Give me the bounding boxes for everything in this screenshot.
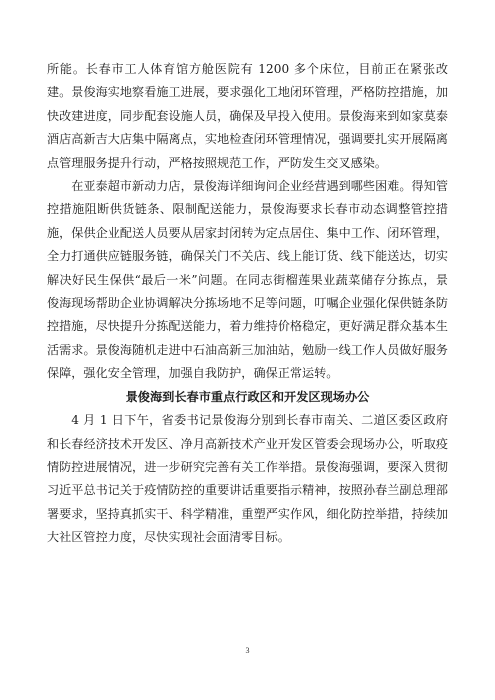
page-number: 3 <box>245 646 250 655</box>
paragraph-1: 所能。长春市工人体育馆方舱医院有 1200 多个床位，目前正在紧张改建。景俊海实地察看施工进展，要求强化工地闭环管理，严格防控措施，加快改建进度，同步配套设施人员，确保及早投入使用。景俊海来到如家莫泰酒店高新吉大店集中隔离点，实地检查闭环管理情况，强调要扎实开展隔离点管理服务提升行动，严格按照规范工作，严防发生交叉感染。 <box>47 62 448 170</box>
paragraph-3: 4 月 1 日下午，省委书记景俊海分别到长春市南关、二道区委区政府和长春经济技术开发区、净月高新技术产业开发区管委会现场办公，听取疫情防控进展情况，进一步研究完善有关工作举措。景俊海强调，要深入贯彻习近平总书记关于疫情防控的重要讲话重要指示精神，按照孙春兰副总理部署要求，坚持真抓实干、科学精准，重塑严实作风，细化防控举措，持续加大社区管控力度，尽快实现社会面清零目标。 <box>47 413 448 545</box>
document-body <box>47 58 448 550</box>
section-heading: 景俊海到长春市重点行政区和开发区现场办公 <box>125 389 370 404</box>
paragraph-2: 在亚泰超市新动力店，景俊海详细询问企业经营遇到哪些困难。得知管控措施阻断供货链条、限制配送能力，景俊海要求长春市动态调整管控措施，保供企业配送人员要从居家封闭转为定点居住、集中工作、闭环管理，全力打通供应链服务链，确保关门不关店、线上能订货、线下能送达，切实解决好民生保供“最后一米”问题。在同志街榴莲果业蔬菜储存分拣点，景俊海现场帮助企业协调解决分拣场地不足等问题，叮嘱企业强化保供链条防控措施，尽快提升分拣配送能力，着力维持价格稳定，更好满足群众基本生活需求。景俊海随机走进中石油高新三加油站，勉励一线工作人员做好服务保障，强化安全管理，加强自我防护，确保正常运转。 <box>47 179 448 381</box>
